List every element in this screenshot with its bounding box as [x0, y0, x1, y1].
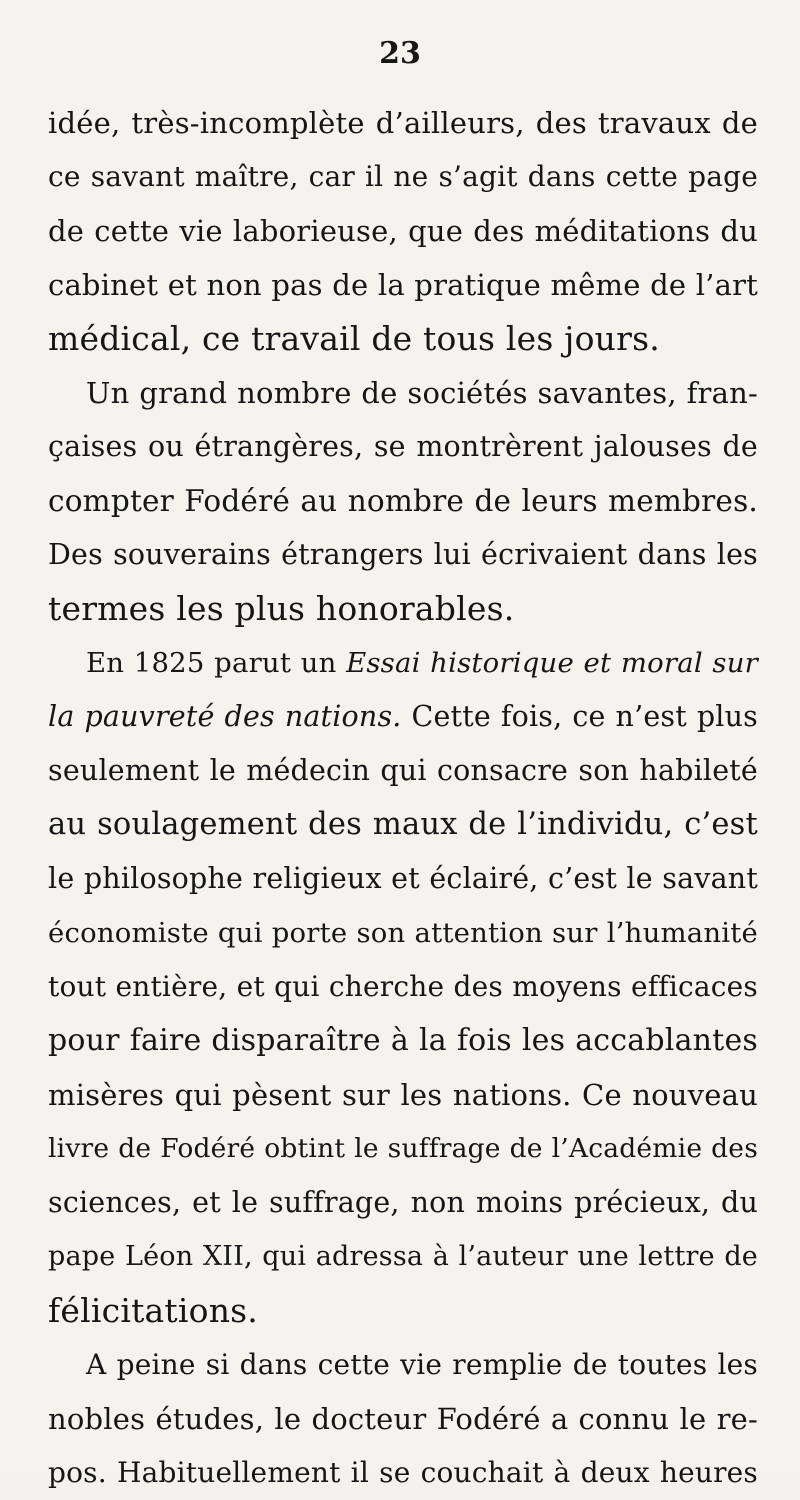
text-line-content: termes les plus honorables. — [48, 589, 515, 628]
text-line — [48, 636, 758, 690]
text-line — [48, 1338, 758, 1392]
text-line — [48, 744, 758, 798]
text-line-content: A peine si dans cette vie remplie de toutes les — [86, 1348, 758, 1381]
text-line-content: misères qui pèsent sur les nations. Ce nouveau — [48, 1078, 758, 1112]
text-line — [48, 1176, 758, 1230]
text-line-content: le philosophe religieux et éclairé, c’est le savant — [48, 862, 758, 895]
text-line — [48, 1446, 758, 1500]
text-line — [48, 366, 758, 420]
text-line-content: cabinet et non pas de la pratique même de l’art — [48, 268, 758, 302]
text-line-content: de cette vie laborieuse, que des méditations du — [48, 214, 758, 248]
text-line — [48, 312, 758, 366]
text-line-content: félicitations. — [48, 1291, 258, 1330]
text-line — [48, 798, 758, 852]
text-line — [48, 906, 758, 960]
italic-title: la pauvreté des nations. — [48, 700, 402, 733]
text-line — [48, 1014, 758, 1068]
page-number: 23 — [379, 36, 421, 71]
text-line — [48, 1230, 758, 1284]
text-line-content: Des souverains étrangers lui écrivaient dans les — [48, 538, 758, 571]
text-line — [48, 1068, 758, 1122]
text-line — [48, 150, 758, 204]
text-line-content: nobles études, le docteur Fodéré a connu le re- — [48, 1402, 758, 1436]
text-line-content: pour faire disparaître à la fois les accablantes — [48, 1023, 758, 1058]
text-line-content: pape Léon XII, qui adressa à l’auteur une lettre de — [48, 1241, 758, 1272]
text-line-content: Cette fois, ce n’est plus — [401, 700, 758, 733]
text-line-content: ce savant maître, car il ne s’agit dans cette page — [48, 160, 758, 193]
text-line-content: livre de Fodéré obtint le suffrage de l’Académie des — [48, 1133, 758, 1164]
text-line-content: médical, ce travail de tous les jours. — [48, 319, 660, 358]
text-line — [48, 528, 758, 582]
text-line-content: pos. Habituellement il se couchait à deux heures — [48, 1456, 758, 1489]
text-line — [48, 582, 758, 636]
text-line-content: idée, très-incomplète d’ailleurs, des travaux de — [48, 106, 758, 140]
text-line-content: En 1825 parut un — [86, 647, 347, 679]
text-line-content: sciences, et le suffrage, non moins précieux, du — [48, 1186, 758, 1219]
text-line-content: économiste qui porte son attention sur l’humanité — [48, 917, 758, 949]
text-line-content: Un grand nombre de sociétés savantes, fran- — [86, 376, 758, 410]
text-line — [48, 96, 758, 150]
text-line — [48, 690, 758, 744]
text-line-content: seulement le médecin qui consacre son habileté — [48, 754, 758, 787]
text-line — [48, 960, 758, 1014]
italic-title: Essai historique et moral sur — [346, 647, 758, 679]
text-line-content: compter Fodéré au nombre de leurs membres. — [48, 484, 758, 518]
text-line — [48, 474, 758, 528]
text-line — [48, 1392, 758, 1446]
text-line-content: au soulagement des maux de l’individu, c’est — [48, 807, 758, 842]
body-text — [48, 96, 758, 1500]
text-line — [48, 420, 758, 474]
text-line — [48, 204, 758, 258]
text-line-content: tout entière, et qui cherche des moyens efficaces — [48, 970, 758, 1003]
text-line — [48, 852, 758, 906]
text-line-content: çaises ou étrangères, se montrèrent jalouses de — [48, 430, 758, 463]
text-line — [48, 1284, 758, 1338]
text-line — [48, 258, 758, 312]
text-line — [48, 1122, 758, 1176]
